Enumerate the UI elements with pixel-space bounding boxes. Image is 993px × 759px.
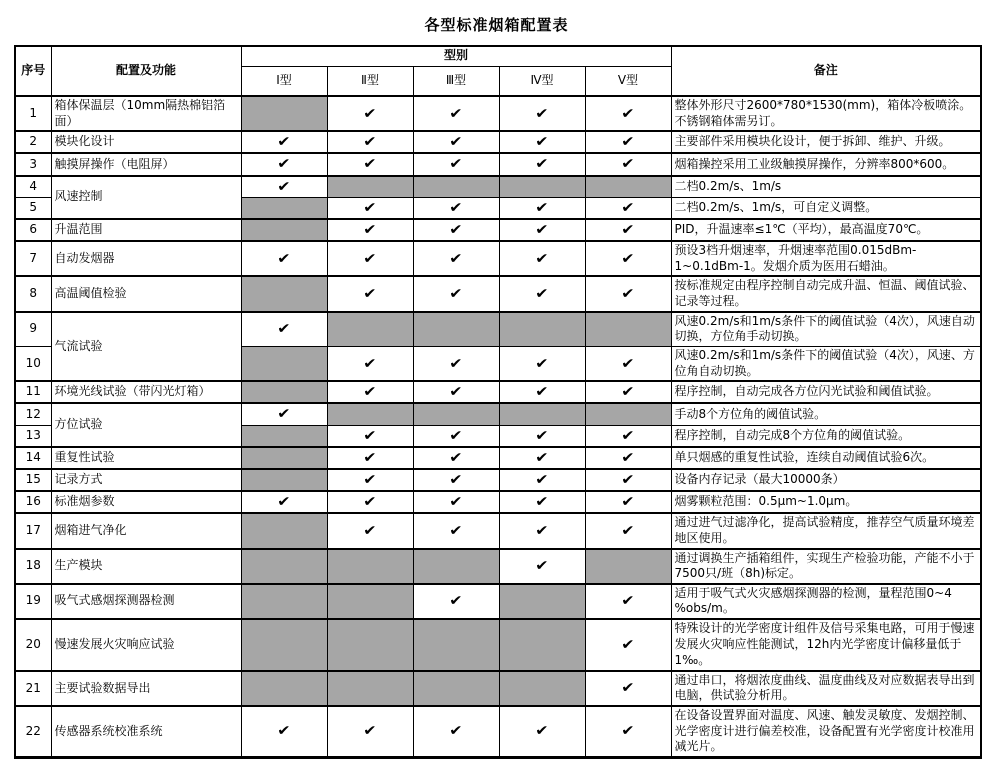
type-available-cell [585, 219, 671, 241]
type-unavailable-cell [499, 671, 585, 706]
type-available-cell [327, 197, 413, 219]
check-icon: ✔ [535, 285, 549, 302]
type-unavailable-cell [585, 176, 671, 198]
type-available-cell [413, 276, 499, 311]
type-unavailable-cell [499, 176, 585, 198]
check-icon: ✔ [363, 250, 377, 267]
type-available-cell [241, 131, 327, 153]
check-icon: ✔ [535, 355, 549, 372]
type-available-cell [585, 96, 671, 131]
remark-cell: 预设3档升烟速率，升烟速率范围0.015dBm-1~0.1dBm-1。发烟介质为医用石蜡油。 [671, 241, 981, 276]
check-icon: ✔ [449, 156, 463, 173]
check-icon: ✔ [449, 105, 463, 122]
check-icon: ✔ [621, 636, 635, 653]
check-icon: ✔ [449, 522, 463, 539]
type-available-cell [585, 347, 671, 382]
check-icon: ✔ [621, 593, 635, 610]
type-unavailable-cell [327, 403, 413, 425]
config-name-cell: 慢速发展火灾响应试验 [51, 619, 241, 671]
table-row [15, 176, 981, 198]
row-number-cell: 12 [15, 403, 51, 425]
table-row [15, 513, 981, 548]
check-icon: ✔ [535, 134, 549, 151]
table-row [15, 403, 981, 425]
table-row [15, 96, 981, 131]
config-name-cell: 自动发烟器 [51, 241, 241, 276]
config-name-cell: 升温范围 [51, 219, 241, 241]
type-unavailable-cell [413, 403, 499, 425]
type-available-cell [499, 347, 585, 382]
type-available-cell [327, 219, 413, 241]
row-number-cell: 11 [15, 381, 51, 403]
check-icon: ✔ [277, 250, 291, 267]
check-icon: ✔ [621, 156, 635, 173]
config-name-cell: 生产模块 [51, 549, 241, 584]
config-name-cell: 模块化设计 [51, 131, 241, 153]
table-row [15, 153, 981, 175]
type-unavailable-cell [585, 312, 671, 347]
type-available-cell [499, 381, 585, 403]
type-unavailable-cell [241, 513, 327, 548]
col-header-type-5: Ⅴ型 [585, 66, 671, 96]
config-name-cell: 箱体保温层（10mm隔热棉铝箔面） [51, 96, 241, 131]
config-name-cell: 烟箱进气净化 [51, 513, 241, 548]
type-available-cell [241, 312, 327, 347]
check-icon: ✔ [363, 199, 377, 216]
check-icon: ✔ [535, 427, 549, 444]
type-unavailable-cell [499, 619, 585, 671]
check-icon: ✔ [449, 285, 463, 302]
check-icon: ✔ [621, 449, 635, 466]
type-available-cell [327, 513, 413, 548]
type-unavailable-cell [413, 312, 499, 347]
remark-cell: 风速0.2m/s和1m/s条件下的阈值试验（4次），风速、方位角自动切换。 [671, 347, 981, 382]
remark-cell: 设备内存记录（最大10000条） [671, 469, 981, 491]
check-icon: ✔ [535, 494, 549, 511]
remark-cell: 单只烟感的重复性试验，连续自动阈值试验6次。 [671, 447, 981, 469]
type-available-cell [499, 131, 585, 153]
check-icon: ✔ [277, 406, 291, 423]
check-icon: ✔ [449, 221, 463, 238]
check-icon: ✔ [621, 680, 635, 697]
remark-cell: 烟箱操控采用工业级触摸屏操作，分辨率800*600。 [671, 153, 981, 175]
col-header-remark: 备注 [671, 46, 981, 96]
check-icon: ✔ [535, 558, 549, 574]
check-icon: ✔ [277, 156, 291, 173]
type-unavailable-cell [241, 347, 327, 382]
table-row [15, 491, 981, 513]
remark-cell: 通过串口，将烟浓度曲线、温度曲线及对应数据表导出到电脑，供试验分析用。 [671, 671, 981, 706]
check-icon: ✔ [449, 199, 463, 216]
table-row [15, 469, 981, 491]
type-available-cell [327, 469, 413, 491]
check-icon: ✔ [363, 384, 377, 401]
type-available-cell [241, 241, 327, 276]
check-icon: ✔ [449, 723, 463, 740]
remark-cell: 手动8个方位角的阈值试验。 [671, 403, 981, 425]
check-icon: ✔ [277, 321, 291, 338]
check-icon: ✔ [535, 156, 549, 173]
check-icon: ✔ [449, 427, 463, 444]
type-available-cell [327, 153, 413, 175]
type-available-cell [585, 425, 671, 447]
check-icon: ✔ [363, 134, 377, 151]
table-body [15, 96, 981, 757]
config-name-cell: 风速控制 [51, 176, 241, 219]
type-available-cell [413, 584, 499, 619]
row-number-cell: 18 [15, 549, 51, 584]
config-name-cell: 主要试验数据导出 [51, 671, 241, 706]
type-available-cell [413, 513, 499, 548]
type-available-cell [327, 347, 413, 382]
type-unavailable-cell [585, 403, 671, 425]
type-unavailable-cell [241, 425, 327, 447]
type-available-cell [327, 131, 413, 153]
check-icon: ✔ [277, 494, 291, 511]
check-icon: ✔ [535, 250, 549, 267]
type-unavailable-cell [241, 96, 327, 131]
config-name-cell: 方位试验 [51, 403, 241, 446]
row-number-cell: 22 [15, 706, 51, 757]
type-available-cell [585, 671, 671, 706]
table-row [15, 276, 981, 311]
check-icon: ✔ [449, 134, 463, 151]
row-number-cell: 17 [15, 513, 51, 548]
check-icon: ✔ [621, 522, 635, 539]
check-icon: ✔ [621, 355, 635, 372]
row-number-cell: 13 [15, 425, 51, 447]
type-available-cell [241, 176, 327, 198]
type-available-cell [327, 241, 413, 276]
row-number-cell: 6 [15, 219, 51, 241]
table-row [15, 219, 981, 241]
type-unavailable-cell [241, 549, 327, 584]
type-available-cell [499, 513, 585, 548]
type-available-cell [327, 706, 413, 757]
remark-cell: 程序控制，自动完成8个方位角的阈值试验。 [671, 425, 981, 447]
row-number-cell: 21 [15, 671, 51, 706]
remark-cell: 程序控制，自动完成各方位闪光试验和阈值试验。 [671, 381, 981, 403]
type-unavailable-cell [585, 549, 671, 584]
config-name-cell: 重复性试验 [51, 447, 241, 469]
type-available-cell [413, 469, 499, 491]
type-available-cell [327, 425, 413, 447]
type-available-cell [327, 491, 413, 513]
config-name-cell: 标准烟参数 [51, 491, 241, 513]
type-unavailable-cell [327, 549, 413, 584]
check-icon: ✔ [363, 221, 377, 238]
type-available-cell [413, 197, 499, 219]
config-name-cell: 高温阈值检验 [51, 276, 241, 311]
remark-cell: PID，升温速率≤1℃（平均），最高温度70℃。 [671, 219, 981, 241]
config-name-cell: 传感器系统校准系统 [51, 706, 241, 757]
check-icon: ✔ [363, 105, 377, 122]
config-name-cell: 环境光线试验（带闪光灯箱） [51, 381, 241, 403]
row-number-cell: 19 [15, 584, 51, 619]
row-number-cell: 20 [15, 619, 51, 671]
remark-cell: 通过调换生产插箱组件，实现生产检验功能，产能不小于7500只/班（8h)标定。 [671, 549, 981, 584]
row-number-cell: 5 [15, 197, 51, 219]
type-available-cell [585, 513, 671, 548]
remark-cell: 整体外形尺寸2600*780*1530(mm)，箱体冷板喷涂。不锈钢箱体需另订。 [671, 96, 981, 131]
config-name-cell: 吸气式感烟探测器检测 [51, 584, 241, 619]
type-available-cell [413, 131, 499, 153]
remark-cell: 特殊设计的光学密度计组件及信号采集电路，可用于慢速发展火灾响应性能测试，12h内光学密度计偏移量低于1‰。 [671, 619, 981, 671]
type-unavailable-cell [327, 671, 413, 706]
remark-cell: 在设备设置界面对温度、风速、触发灵敏度、发烟控制、光学密度计进行偏差校准，设备配置有光学密度计校准用减光片。 [671, 706, 981, 757]
check-icon: ✔ [621, 384, 635, 401]
remark-cell: 烟雾颗粒范围：0.5μm~1.0μm。 [671, 491, 981, 513]
row-number-cell: 14 [15, 447, 51, 469]
remark-cell: 通过进气过滤净化，提高试验精度，推荐空气质量环境差地区使用。 [671, 513, 981, 548]
type-available-cell [585, 619, 671, 671]
row-number-cell: 3 [15, 153, 51, 175]
table-row [15, 706, 981, 757]
type-available-cell [585, 706, 671, 757]
type-available-cell [499, 197, 585, 219]
col-header-type-1: Ⅰ型 [241, 66, 327, 96]
row-number-cell: 4 [15, 176, 51, 198]
type-available-cell [585, 491, 671, 513]
type-unavailable-cell [327, 312, 413, 347]
type-available-cell [241, 153, 327, 175]
col-header-no: 序号 [15, 46, 51, 96]
row-number-cell: 9 [15, 312, 51, 347]
check-icon: ✔ [535, 105, 549, 122]
type-unavailable-cell [241, 276, 327, 311]
check-icon: ✔ [449, 593, 463, 610]
type-available-cell [413, 706, 499, 757]
type-available-cell [413, 447, 499, 469]
check-icon: ✔ [535, 449, 549, 466]
row-number-cell: 16 [15, 491, 51, 513]
check-icon: ✔ [449, 384, 463, 401]
table-row [15, 447, 981, 469]
type-available-cell [499, 447, 585, 469]
table-row [15, 381, 981, 403]
type-available-cell [585, 584, 671, 619]
type-available-cell [585, 381, 671, 403]
type-available-cell [499, 153, 585, 175]
type-available-cell [241, 403, 327, 425]
type-unavailable-cell [499, 312, 585, 347]
check-icon: ✔ [277, 178, 291, 195]
col-header-type-4: Ⅳ型 [499, 66, 585, 96]
table-row [15, 549, 981, 584]
check-icon: ✔ [621, 105, 635, 122]
table-row [15, 584, 981, 619]
check-icon: ✔ [363, 355, 377, 372]
type-available-cell [585, 276, 671, 311]
type-unavailable-cell [413, 549, 499, 584]
type-available-cell [585, 153, 671, 175]
type-available-cell [585, 131, 671, 153]
type-available-cell [585, 241, 671, 276]
check-icon: ✔ [621, 494, 635, 511]
check-icon: ✔ [449, 471, 463, 488]
remark-cell: 适用于吸气式火灾感烟探测器的检测，量程范围0~4 %obs/m。 [671, 584, 981, 619]
type-unavailable-cell [241, 447, 327, 469]
table-row [15, 241, 981, 276]
check-icon: ✔ [535, 471, 549, 488]
type-available-cell [585, 469, 671, 491]
check-icon: ✔ [535, 522, 549, 539]
type-available-cell [413, 96, 499, 131]
type-available-cell [499, 469, 585, 491]
type-unavailable-cell [241, 584, 327, 619]
type-available-cell [327, 381, 413, 403]
type-unavailable-cell [413, 619, 499, 671]
check-icon: ✔ [535, 723, 549, 740]
check-icon: ✔ [621, 250, 635, 267]
check-icon: ✔ [363, 156, 377, 173]
type-available-cell [413, 491, 499, 513]
check-icon: ✔ [535, 221, 549, 238]
type-available-cell [327, 96, 413, 131]
check-icon: ✔ [621, 199, 635, 216]
type-available-cell [499, 549, 585, 584]
type-unavailable-cell [327, 584, 413, 619]
col-header-type-3: Ⅲ型 [413, 66, 499, 96]
table-row [15, 671, 981, 706]
table-row [15, 312, 981, 347]
type-unavailable-cell [241, 219, 327, 241]
remark-cell: 二档0.2m/s、1m/s [671, 176, 981, 198]
check-icon: ✔ [363, 723, 377, 740]
check-icon: ✔ [449, 250, 463, 267]
table-row [15, 619, 981, 671]
row-number-cell: 10 [15, 347, 51, 382]
remark-cell: 按标准规定由程序控制自动完成升温、恒温、阈值试验、记录等过程。 [671, 276, 981, 311]
type-available-cell [413, 219, 499, 241]
type-unavailable-cell [241, 381, 327, 403]
check-icon: ✔ [449, 449, 463, 466]
type-available-cell [499, 425, 585, 447]
check-icon: ✔ [535, 384, 549, 401]
check-icon: ✔ [621, 221, 635, 238]
row-number-cell: 15 [15, 469, 51, 491]
check-icon: ✔ [363, 471, 377, 488]
type-available-cell [413, 425, 499, 447]
row-number-cell: 2 [15, 131, 51, 153]
type-available-cell [413, 381, 499, 403]
row-number-cell: 7 [15, 241, 51, 276]
check-icon: ✔ [449, 355, 463, 372]
remark-cell: 风速0.2m/s和1m/s条件下的阈值试验（4次），风速自动切换，方位角手动切换。 [671, 312, 981, 347]
type-unavailable-cell [413, 671, 499, 706]
type-available-cell [499, 706, 585, 757]
type-available-cell [585, 447, 671, 469]
col-header-config: 配置及功能 [51, 46, 241, 96]
type-available-cell [413, 153, 499, 175]
col-header-type-group: 型别 [241, 46, 671, 66]
type-available-cell [241, 706, 327, 757]
header-row-top [15, 46, 981, 66]
type-available-cell [413, 347, 499, 382]
type-unavailable-cell [327, 176, 413, 198]
config-name-cell: 气流试验 [51, 312, 241, 382]
type-unavailable-cell [241, 469, 327, 491]
check-icon: ✔ [449, 494, 463, 511]
configuration-table [14, 45, 982, 759]
type-unavailable-cell [241, 619, 327, 671]
row-number-cell: 1 [15, 96, 51, 131]
check-icon: ✔ [363, 449, 377, 466]
remark-cell: 主要部件采用模块化设计，便于拆卸、维护、升级。 [671, 131, 981, 153]
check-icon: ✔ [621, 285, 635, 302]
check-icon: ✔ [621, 427, 635, 444]
type-available-cell [499, 241, 585, 276]
type-available-cell [241, 491, 327, 513]
check-icon: ✔ [277, 723, 291, 740]
type-unavailable-cell [499, 403, 585, 425]
config-name-cell: 记录方式 [51, 469, 241, 491]
page-title: 各型标准烟箱配置表 [424, 16, 569, 34]
type-available-cell [499, 491, 585, 513]
type-available-cell [499, 96, 585, 131]
check-icon: ✔ [363, 285, 377, 302]
config-name-cell: 触摸屏操作（电阻屏） [51, 153, 241, 175]
type-available-cell [499, 219, 585, 241]
type-available-cell [327, 276, 413, 311]
type-unavailable-cell [413, 176, 499, 198]
type-available-cell [585, 197, 671, 219]
type-unavailable-cell [241, 671, 327, 706]
check-icon: ✔ [277, 134, 291, 151]
type-unavailable-cell [241, 197, 327, 219]
type-unavailable-cell [327, 619, 413, 671]
check-icon: ✔ [363, 427, 377, 444]
check-icon: ✔ [621, 723, 635, 740]
type-available-cell [499, 276, 585, 311]
type-available-cell [327, 447, 413, 469]
col-header-type-2: Ⅱ型 [327, 66, 413, 96]
check-icon: ✔ [363, 494, 377, 511]
check-icon: ✔ [621, 134, 635, 151]
type-available-cell [413, 241, 499, 276]
check-icon: ✔ [621, 471, 635, 488]
table-row [15, 131, 981, 153]
type-unavailable-cell [499, 584, 585, 619]
check-icon: ✔ [535, 199, 549, 216]
check-icon: ✔ [363, 522, 377, 539]
remark-cell: 二档0.2m/s、1m/s，可自定义调整。 [671, 197, 981, 219]
row-number-cell: 8 [15, 276, 51, 311]
